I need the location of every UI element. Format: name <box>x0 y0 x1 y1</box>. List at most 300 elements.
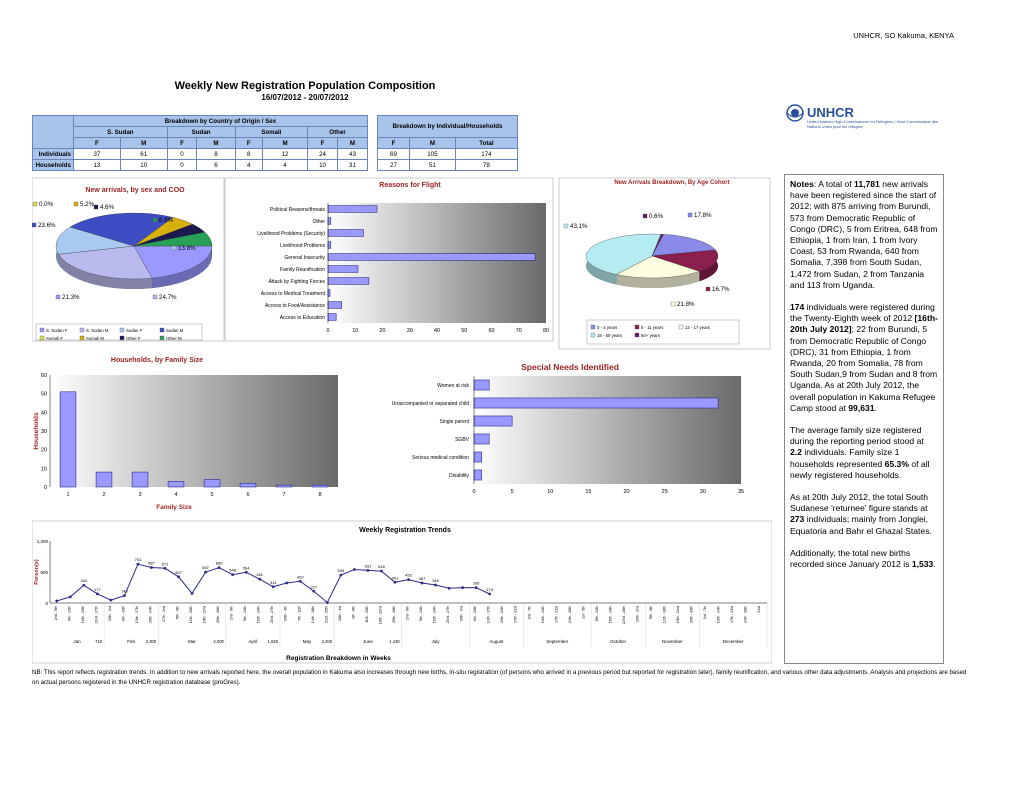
y-tick-label: 20 <box>40 447 47 454</box>
notes-paragraph-4 <box>790 492 938 537</box>
bar <box>328 206 377 213</box>
data-point <box>109 599 112 602</box>
x-tick-label: 35 <box>737 489 745 495</box>
point-label: 672 <box>161 561 169 567</box>
point-label: 143 <box>121 588 128 594</box>
notes-paragraph-2 <box>790 302 938 414</box>
legend-swatch <box>120 328 124 332</box>
pie-legend-box <box>587 320 739 344</box>
legend-swatch <box>40 336 44 340</box>
notes-text: new arrivals have been registered since the start of 2012; with 875 arriving from Burundi, 573 from Democratic Republic of Congo (DRC), 5 from Eritrea, 648 from Ethiopia, 1 from Iran, 1 from Ivory Coast, 53 from Rwanda, 640 from Somalia, 7,398 from South Sudan, 1,472 from Sudan, 2 from Tanzania and 113 from Uganda. <box>790 179 938 290</box>
country-header: S. Sudan <box>74 127 168 138</box>
returnee-total: 273 <box>790 514 805 525</box>
table-cell: 6 <box>197 160 235 171</box>
pie-label-swatch <box>33 202 37 206</box>
legend-label: S. Sudan M <box>86 328 109 333</box>
month-label: October <box>610 639 627 644</box>
pie-label-swatch <box>564 224 568 228</box>
bar <box>328 254 535 261</box>
data-point <box>285 582 288 585</box>
data-point <box>137 563 140 566</box>
week-label: 5th - 9th <box>649 606 654 620</box>
week-label: 8th - 12th <box>594 606 599 622</box>
week-label: 20th - 24th <box>148 606 153 624</box>
point-label: 420 <box>296 574 304 580</box>
point-label: 344 <box>80 578 88 584</box>
week-label: 6th - 10th <box>473 606 478 622</box>
x-tick-label: 5 <box>510 489 514 495</box>
month-label: June <box>363 639 373 644</box>
data-point <box>218 566 221 569</box>
category-label: SGBV <box>455 437 469 443</box>
week-label: 5th - 9th <box>175 606 180 620</box>
bar <box>328 230 363 237</box>
week-label: 7th - 11th <box>297 606 302 621</box>
notes-text: The average family size registered during the reporting period stood at <box>790 425 924 447</box>
category-label: Other <box>312 219 325 225</box>
bar <box>474 470 482 480</box>
bar <box>328 266 358 273</box>
data-point <box>488 593 491 596</box>
week-label: 26th - 30th <box>216 606 221 624</box>
bar <box>204 480 220 487</box>
x-tick-label: 7 <box>282 492 286 498</box>
table-cell: 0 <box>167 160 197 171</box>
week-label: 21st - 25th <box>324 606 329 623</box>
point-label: 227 <box>310 584 318 590</box>
coo-table-title: Breakdown by Country of Origin / Sex <box>74 116 368 127</box>
pie-label-swatch <box>56 295 60 299</box>
pie-value-label: 0.6% <box>649 213 664 220</box>
table-cell: 174 <box>455 149 517 160</box>
y-tick-label: 0 <box>45 601 48 606</box>
table-cell: 61 <box>120 149 167 160</box>
data-point <box>448 587 451 590</box>
pie-label-swatch <box>153 295 157 299</box>
table-cell: 13 <box>74 160 121 171</box>
x-tick-label: 30 <box>406 328 413 334</box>
table-cell: 4 <box>262 160 307 171</box>
births-total: 1,533 <box>911 559 934 570</box>
pie-value-label: 21.3% <box>62 294 80 301</box>
bar <box>328 278 369 285</box>
pie-value-label: 43.1% <box>570 223 588 230</box>
x-tick-label: 2 <box>102 492 106 498</box>
category-label: Single parent <box>439 419 469 425</box>
row-label: Individuals <box>33 149 74 160</box>
point-label: 314 <box>269 579 277 585</box>
page-title: Weekly New Registration Population Composition <box>174 80 436 92</box>
camp-population: 99,631 <box>848 402 875 413</box>
ind-header: F <box>378 138 410 149</box>
data-point <box>258 578 261 581</box>
week-label: 2nd - 6th <box>405 606 410 621</box>
week-label: 16th - 20th <box>80 606 85 624</box>
week-label: 19th - 23rd <box>676 606 681 624</box>
x-tick-label: 25 <box>661 489 668 495</box>
legend-swatch <box>591 333 595 337</box>
month-total: 2,000 <box>213 639 224 644</box>
ind-header: M <box>409 138 455 149</box>
pie-label-swatch <box>74 202 78 206</box>
week-label: 13th - 17th <box>134 606 139 624</box>
month-label: July <box>431 639 440 644</box>
bar <box>474 416 512 426</box>
legend-label: S. Sudan F <box>46 328 68 333</box>
week-label: 15th - 19th <box>608 606 613 624</box>
table-cell: 37 <box>74 149 121 160</box>
x-tick-label: 15 <box>585 489 592 495</box>
y-axis-title: Households <box>33 412 40 450</box>
x-tick-label: 10 <box>352 328 359 334</box>
week-label: 26th - 30th <box>689 606 694 624</box>
ind-table <box>377 115 518 171</box>
bar <box>240 483 256 487</box>
week-label: 9th - 13th <box>67 606 72 622</box>
x-tick-label: 4 <box>174 492 178 498</box>
footnote: NB: This report reflects registration trends. In addition to new arrivals reported here, the overall population in Kakuma also increases through new births, in-situ registration (of persons who arrived in a previous period but reported for registration later), family reunification, and various other data adjustments. Analysis and projections are based on actual persons registered in the UNHCR registration database (proGres). <box>32 669 967 686</box>
pie-label-swatch <box>94 205 98 209</box>
week-label: 10th - 14th <box>540 606 545 624</box>
week-label: 29th - 2nd <box>635 606 640 623</box>
data-point <box>461 586 464 589</box>
month-label: May <box>302 639 312 644</box>
logo-subtitle: United Nations High Commissioner for Refugees / Haut Commissariat des Nations Unies pour les réfugiés <box>807 119 939 129</box>
point-label: 539 <box>337 568 345 574</box>
avg-family-size: 2.2 <box>790 447 802 458</box>
row-label: Households <box>33 160 74 171</box>
data-point <box>367 569 370 572</box>
point-label: 548 <box>229 567 236 573</box>
category-label: Political Reasons/threats <box>269 207 325 213</box>
date-range: 16/07/2012 - 20/07/2012 <box>261 93 349 102</box>
notes-text: individuals; mainly from Jonglei, Equatoria and Bahr el Ghazal States. <box>790 514 932 536</box>
legend-label: Other F <box>126 336 141 341</box>
table-cell: 31 <box>337 160 367 171</box>
x-tick-label: 60 <box>488 328 495 334</box>
week-label: 12th - 16th <box>189 606 194 624</box>
week-label: 9th - 13th <box>419 606 424 622</box>
month-label: April <box>248 639 258 644</box>
office-label: UNHCR, SO Kakuma, KENYA <box>853 31 954 40</box>
plot-area <box>474 376 741 484</box>
pie-value-label: 5.2% <box>80 201 95 208</box>
point-label: 349 <box>432 577 439 583</box>
table-cell: 51 <box>409 160 455 171</box>
plot-area <box>50 375 338 487</box>
point-label: 507 <box>175 569 182 575</box>
data-point <box>245 571 248 574</box>
bar <box>328 302 342 309</box>
y-tick-label: 40 <box>40 410 47 417</box>
pie-label-swatch <box>172 246 176 250</box>
category-label: Access to Medical Treatment <box>260 291 325 297</box>
data-point <box>150 566 153 569</box>
family-title: Households, by Family Size <box>110 357 204 364</box>
week-label: 17th - 21st <box>730 606 735 623</box>
table-cell: 10 <box>308 160 338 171</box>
legend-label: 0 - 4 years <box>597 325 618 330</box>
data-point <box>380 570 383 573</box>
week-label: 1st - 5th <box>581 606 586 619</box>
notes-text: individuals were registered during the Twenty-Eighth week of 2012 <box>790 302 935 324</box>
notes-panel <box>784 174 944 664</box>
x-tick-label: 0 <box>472 489 476 495</box>
point-label: 685 <box>215 560 223 566</box>
point-label: 177 <box>94 586 101 592</box>
legend-swatch <box>635 333 639 337</box>
week-label: 18th - 22nd <box>378 606 383 625</box>
data-point <box>353 568 356 571</box>
legend-label: Somali M <box>86 336 104 341</box>
bar <box>474 452 482 462</box>
pie-value-label: 0.0% <box>39 201 54 208</box>
week-label: 19th - 23rd <box>202 606 207 624</box>
legend-label: 12 - 17 years <box>685 325 711 330</box>
week-label: 31st <box>757 606 762 613</box>
notes-paragraph-5 <box>790 548 938 570</box>
coo-pie-title: New arrivals, by sex and COO <box>85 187 185 194</box>
y-tick-label: 30 <box>40 429 47 435</box>
legend-swatch <box>591 325 595 329</box>
data-point <box>96 592 99 595</box>
plot-area <box>328 203 546 323</box>
week-label: 30th - 4th <box>283 606 288 622</box>
week-label: 16th - 20th <box>256 606 261 624</box>
ind-table-title: Breakdown by Individual/Households <box>378 116 518 138</box>
week-label: 20th - 24th <box>500 606 505 624</box>
x-tick-label: 70 <box>515 328 522 334</box>
x-tick-label: 30 <box>699 489 706 495</box>
x-tick-label: 3 <box>138 492 142 498</box>
table-cell: 27 <box>378 160 410 171</box>
pie-label-swatch <box>643 214 647 218</box>
week-label: 30th - 3rd <box>107 606 112 622</box>
month-label: December <box>722 639 744 644</box>
table-cell: 10 <box>120 160 167 171</box>
data-point <box>339 574 342 577</box>
y-tick-label: 0 <box>43 485 47 491</box>
x-axis-title: Family Size <box>156 504 192 511</box>
data-point <box>272 585 275 588</box>
bar <box>132 472 148 487</box>
needs-title: Special Needs Identified <box>521 362 619 372</box>
bar <box>60 392 76 487</box>
legend-swatch <box>80 336 84 340</box>
table-cell: 24 <box>308 149 338 160</box>
legend-swatch <box>635 325 639 329</box>
notes-label: Notes <box>790 179 814 189</box>
category-label: Women at risk <box>437 383 469 389</box>
size1-share: 65.3% <box>884 458 909 469</box>
x-tick-label: 40 <box>433 328 441 334</box>
pie-label-swatch <box>688 213 692 217</box>
coo-table <box>32 115 368 171</box>
table-cell: 105 <box>409 149 455 160</box>
pie-value-label: 4.6% <box>100 204 115 211</box>
point-label: 594 <box>242 565 250 571</box>
category-label: Disability <box>448 473 469 479</box>
sex-header: M <box>120 138 167 149</box>
pie-label-swatch <box>153 218 157 222</box>
sex-header: M <box>262 138 307 149</box>
month-label: September <box>546 639 569 644</box>
category-label: Access to Food/Assistance <box>264 303 325 309</box>
legend-swatch <box>679 325 683 329</box>
week-label: 2nd - 6th <box>229 606 234 621</box>
week-label: 23rd - 27th <box>446 606 451 624</box>
week-label: 16th - 20th <box>432 606 437 624</box>
sex-header: F <box>74 138 121 149</box>
table-cell: 12 <box>262 149 307 160</box>
charts-canvas <box>32 175 772 675</box>
data-point <box>177 575 180 578</box>
weekly-title: Weekly Registration Trends <box>359 527 451 534</box>
x-tick-label: 8 <box>318 492 322 498</box>
week-label: 23rd - 27th <box>270 606 275 624</box>
y-tick-label: 600 <box>40 570 48 575</box>
country-header: Other <box>308 127 368 138</box>
notes-text: . <box>933 559 936 570</box>
legend-swatch <box>160 336 164 340</box>
y-axis-title: Person(s) <box>34 559 40 585</box>
ind-header: Total <box>455 138 517 149</box>
category-label: Family Reunification <box>279 267 325 273</box>
month-total: 1,025 <box>267 639 278 644</box>
table-cell: 78 <box>455 160 517 171</box>
x-tick-label: 1 <box>66 492 70 498</box>
bar <box>474 398 718 408</box>
notes-paragraph-3 <box>790 425 938 481</box>
legend-swatch <box>40 328 44 332</box>
week-label: 9th - 13th <box>243 606 248 622</box>
data-point <box>82 584 85 587</box>
week-label: 13th - 17th <box>486 606 491 624</box>
logo-wordmark: UNHCR <box>807 105 854 120</box>
x-axis-title: Registration Breakdown in Weeks <box>286 655 391 662</box>
week-label: 25th - 29th <box>391 606 396 624</box>
point-label: 618 <box>378 564 385 570</box>
bar <box>474 380 489 390</box>
y-tick-label: 1,200 <box>36 539 48 544</box>
legend-label: Sudan M <box>166 328 184 333</box>
week-label: 6th - 10th <box>121 606 126 622</box>
table-cell: 8 <box>235 149 262 160</box>
week-label: 11th - 15th <box>364 606 369 623</box>
pie-label-swatch <box>671 302 675 306</box>
data-point <box>164 567 167 570</box>
pie-value-label: 16.7% <box>712 286 730 293</box>
pie-label-swatch <box>32 223 36 227</box>
bar <box>276 485 292 487</box>
week-label: 28th - 1st <box>337 606 342 621</box>
x-tick-label: 20 <box>379 328 386 334</box>
week-label: 27th - 31st <box>513 606 518 623</box>
pie-label-swatch <box>706 287 710 291</box>
point-label: 631 <box>364 563 372 569</box>
table-cell: 69 <box>378 149 410 160</box>
x-tick-label: 0 <box>326 328 330 334</box>
legend-swatch <box>80 328 84 332</box>
reasons-title: Reasons for Flight <box>379 182 441 189</box>
bar <box>96 472 112 487</box>
notes-text: As at 20th July 2012, the total South Sudanese 'returnee' figure stands at <box>790 492 929 514</box>
data-point <box>204 571 207 574</box>
table-cell: 8 <box>197 149 235 160</box>
month-label: Jan <box>73 639 81 644</box>
data-point <box>475 586 478 589</box>
week-label: 30th - 3rd <box>459 606 464 622</box>
legend-label: 5 - 11 years <box>641 325 664 330</box>
week-label: 3rd - 7th <box>703 606 708 620</box>
data-point <box>394 581 397 584</box>
pie-value-label: 24.7% <box>159 294 177 301</box>
category-label: Attack by Fighting Forces <box>268 279 325 285</box>
x-tick-label: 50 <box>461 328 468 334</box>
point-label: 296 <box>472 580 480 586</box>
table-cell: 0 <box>167 149 197 160</box>
legend-label: Sudan F <box>126 328 143 333</box>
point-label: 401 <box>391 575 399 581</box>
pie-value-label: 13.8% <box>178 245 196 252</box>
data-point <box>421 582 424 585</box>
legend-label: 18 - 59 years <box>597 333 623 338</box>
y-tick-label: 50 <box>40 391 47 398</box>
table-cell: 4 <box>235 160 262 171</box>
week-label: 23rd - 27th <box>94 606 99 624</box>
sex-header: F <box>308 138 338 149</box>
data-point <box>69 596 72 599</box>
notes-text: individuals. Family size 1 households represented <box>790 447 900 469</box>
point-label: 687 <box>148 560 155 566</box>
week-label: 24th - 28th <box>567 606 572 624</box>
legend-label: 60+ years <box>641 333 660 338</box>
x-tick-label: 80 <box>542 328 550 334</box>
category-label: General Insecurity <box>284 255 325 261</box>
data-point <box>191 592 194 595</box>
category-label: Livelihood Problems <box>279 243 325 249</box>
sex-header: F <box>235 138 262 149</box>
y-tick-label: 60 <box>40 373 47 379</box>
data-point <box>55 600 58 603</box>
point-label: 597 <box>202 565 209 571</box>
category-label: Unaccompanied or separated child <box>391 401 469 407</box>
notes-text: : A total of <box>813 179 855 189</box>
category-label: Serious medical condition <box>412 455 469 461</box>
notes-text: Additionally, the total new births recorded since January 2012 is <box>790 547 912 570</box>
month-total: 2,200 <box>321 639 333 644</box>
x-tick-label: 20 <box>623 489 630 495</box>
month-total: 1,430 <box>389 639 400 644</box>
laurel-icon <box>785 103 805 123</box>
point-label: 174 <box>486 587 494 593</box>
week-label: 2nd - 6th <box>53 606 58 621</box>
data-point <box>312 590 315 593</box>
pie-value-label: 6.9% <box>159 217 174 224</box>
category-label: Access to Education <box>279 315 325 321</box>
month-label: Mar <box>188 639 196 644</box>
bar <box>312 485 328 487</box>
pie-value-label: 21.8% <box>677 301 695 308</box>
data-point <box>407 578 410 581</box>
notes-text: ; 22 from Burundi, 5 from Democratic Republic of Congo (DRC), 31 from Ethiopia, 1 from Rwanda, 20 from Somalia, 78 from South Sudan,9 from Sudan and 8 from Uganda. As at 20th July 2012, the overall population in Kakuma Refugee Camp stood at <box>790 324 938 413</box>
point-label: 461 <box>256 572 264 578</box>
pie-value-label: 23.6% <box>38 222 56 229</box>
week-total: 174 <box>790 302 805 313</box>
legend-swatch <box>120 336 124 340</box>
category-label: Livelihood Problems (Security) <box>257 231 325 237</box>
point-label: 387 <box>418 576 426 582</box>
